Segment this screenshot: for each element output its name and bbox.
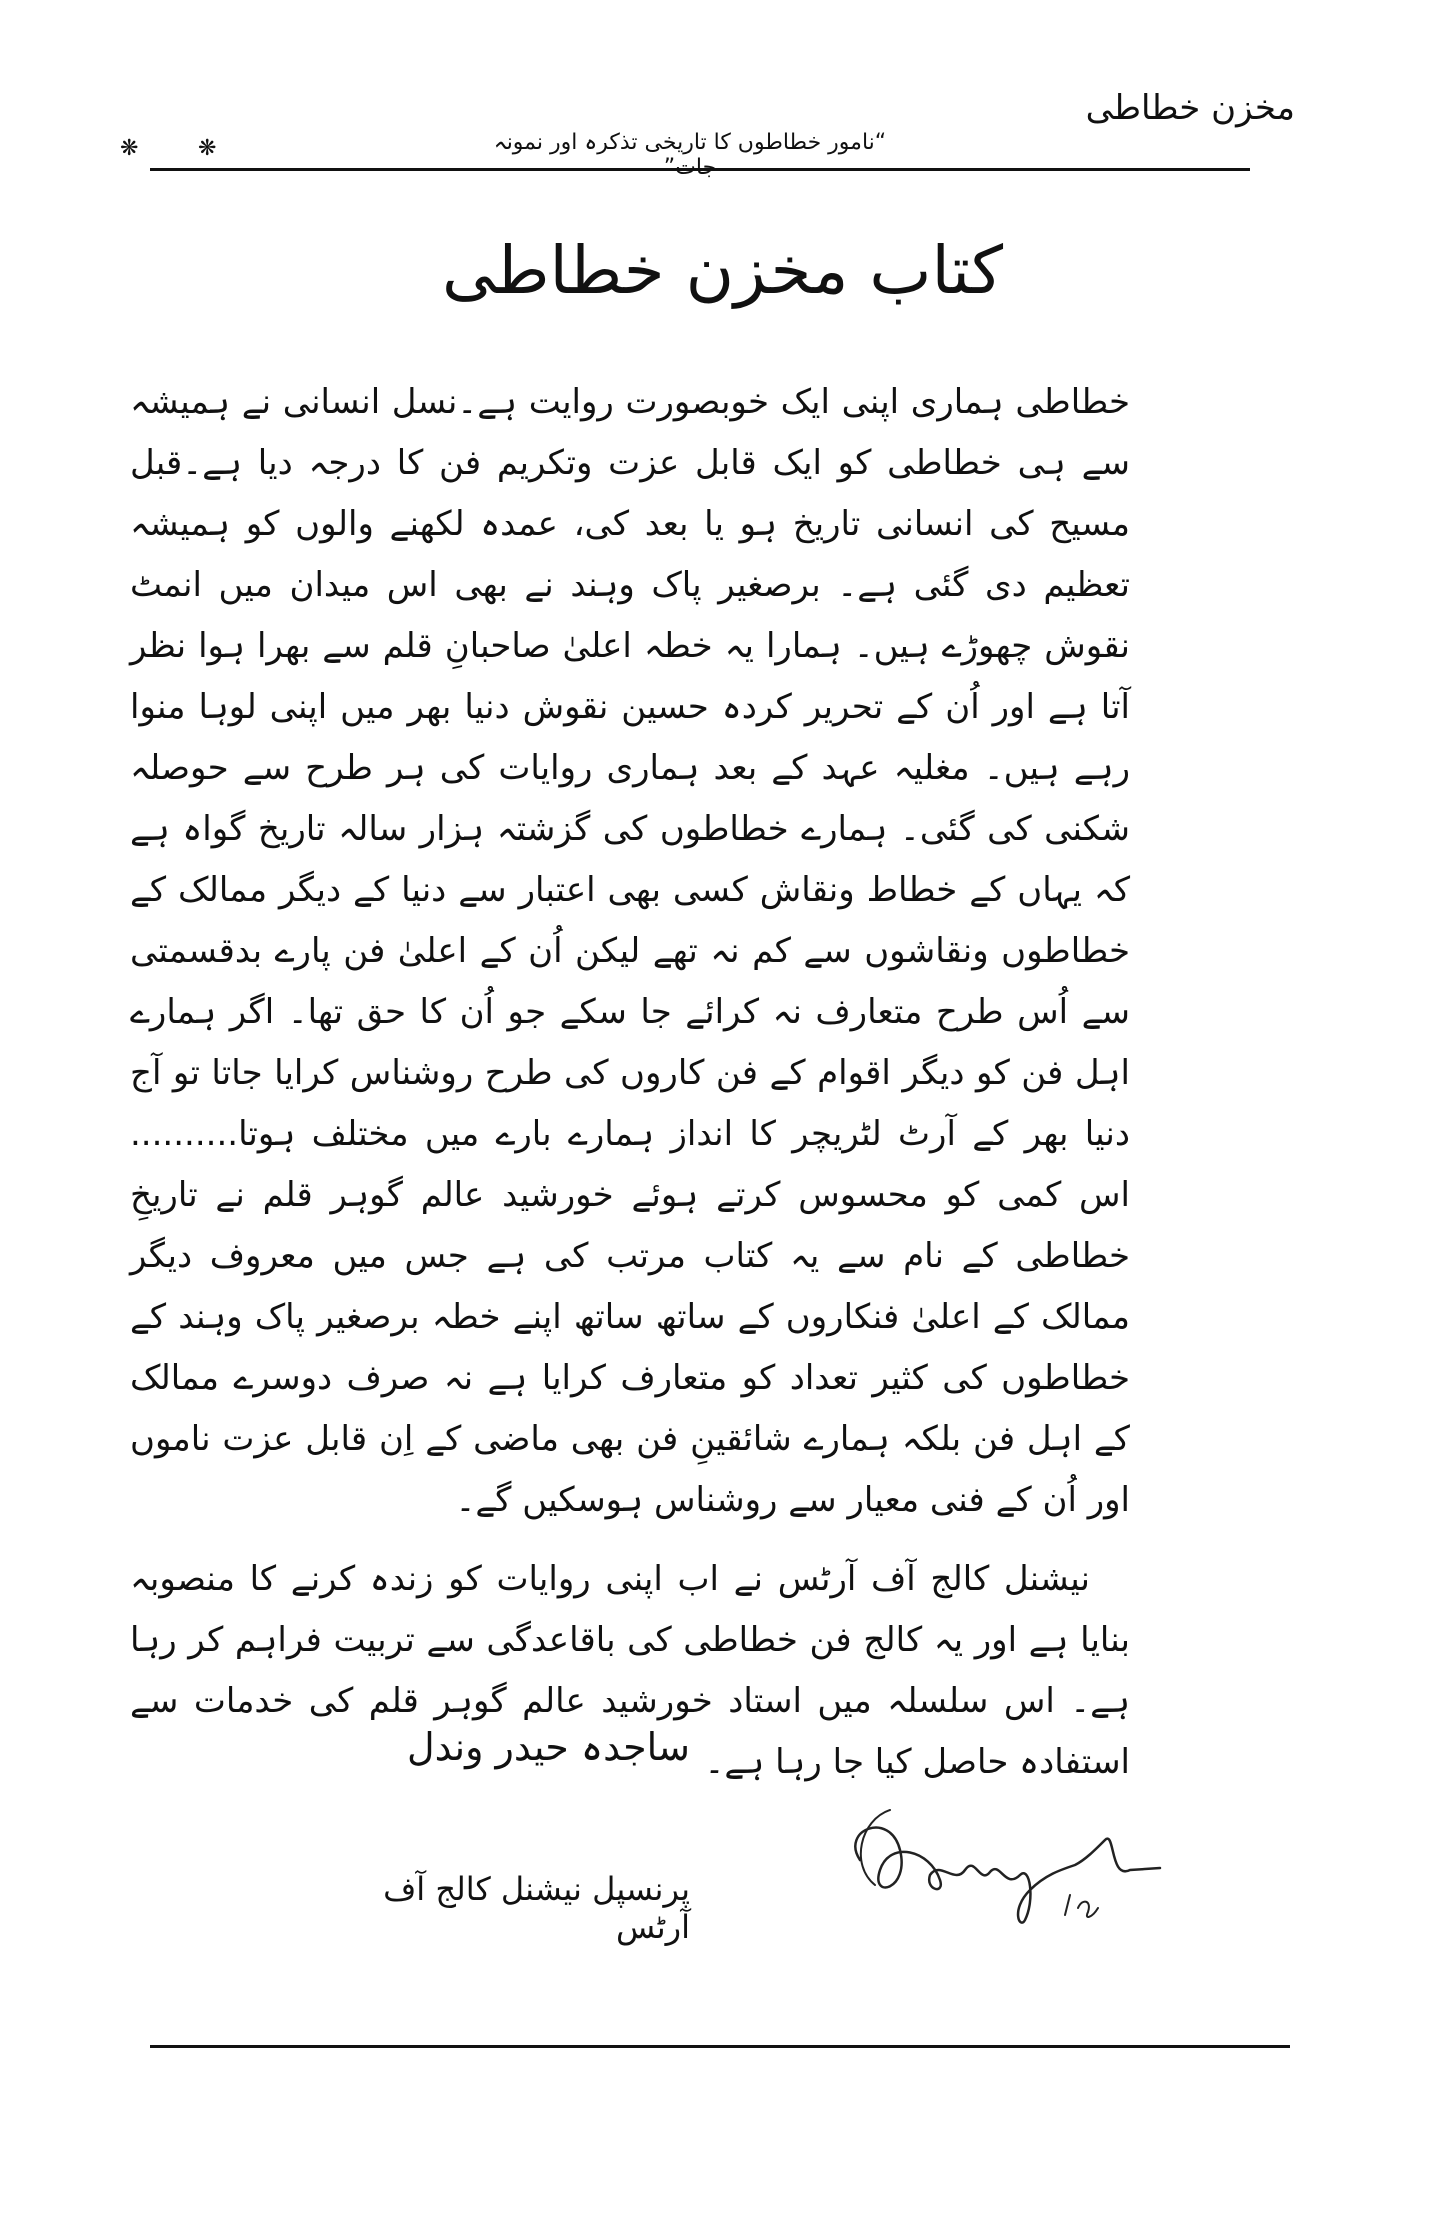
signatory-name: ساجدہ حیدر وندل [406, 1725, 690, 1769]
header-rule [150, 168, 1250, 171]
footer-rule [150, 2045, 1290, 2048]
signatory-title: پرنسپل نیشنل کالج آف آرٹس [383, 1870, 690, 1946]
flower-ornament-icon: ❋ [198, 136, 217, 161]
handwritten-signature [830, 1790, 1170, 1950]
running-head: مخزن خطاطی [1085, 88, 1295, 128]
paragraph: خطاطی ہماری اپنی ایک خوبصورت روایت ہے۔نسل انسانی نے ہمیشہ سے ہی خطاطی کو ایک قابل عزت وتکریم فن کا درجہ دیا ہے۔قبل مسیح کی انسانی تاریخ ہو یا بعد کی، عمدہ لکھنے والوں کو ہمیشہ تعظیم دی گئی ہے۔ برصغیر پاک وہند نے بھی اس میدان میں انمٹ نقوش چھوڑے ہیں۔ ہمارا یہ خطہ اعلیٰ صاحبانِ قلم سے بھرا ہوا نظر آتا ہے اور اُن کے تحریر کردہ حسین نقوش دنیا بھر میں اپنی لوہا منوا رہے ہیں۔ مغلیہ عہد کے بعد ہماری روایات کی ہر طرح سے حوصلہ شکنی کی گئی۔ ہمارے خطاطوں کی گزشتہ ہزار سالہ تاریخ گواہ ہے کہ یہاں کے خطاط ونقاش کسی بھی اعتبار سے دنیا کے دیگر ممالک کے خطاطوں ونقاشوں سے کم نہ تھے لیکن اُن کے اعلیٰ فن پارے بدقسمتی سے اُس طرح متعارف نہ کرائے جا سکے جو اُن کا حق تھا۔ اگر ہمارے اہل فن کو دیگر اقوام کے فن کاروں کی طرح روشناس کرایا جاتا تو آج دنیا بھر کے آرٹ لٹریچر کا انداز ہمارے بارے میں مختلف ہوتا.......... اس کمی کو محسوس کرتے ہوئے خورشید عالم گوہر قلم نے تاریخِ خطاطی کے نام سے یہ کتاب مرتب کی ہے جس میں معروف دیگر ممالک کے اعلیٰ فنکاروں کے ساتھ ساتھ اپنے خطہ برصغیر پاک وہند کے خطاطوں کی کثیر تعداد کو متعارف کرایا ہے نہ صرف دوسرے ممالک کے اہل فن بلکہ ہمارے شائقینِ فن بھی ماضی کے اِن قابل عزت ناموں اور اُن کے فنی معیار سے روشناس ہوسکیں گے۔ [130, 382, 1130, 1520]
paragraph: نیشنل کالج آف آرٹس نے اب اپنی روایات کو زندہ کرنے کا منصوبہ بنایا ہے اور یہ کالج فن خطاطی کی باقاعدگی سے تربیت فراہم کر رہا ہے۔ اس سلسلہ میں استاد خورشید عالم گوہر قلم کی خدمات سے استفادہ حاصل کیا جا رہا ہے۔ [130, 1559, 1130, 1782]
page-title: کتاب مخزن خطاطی [442, 232, 1003, 309]
book-subtitle: “نامور خطاطوں کا تاریخی تذکرہ اور نمونہ [493, 130, 887, 155]
body-text [130, 372, 1130, 1793]
flower-ornament-icon: ❋ [120, 136, 139, 161]
